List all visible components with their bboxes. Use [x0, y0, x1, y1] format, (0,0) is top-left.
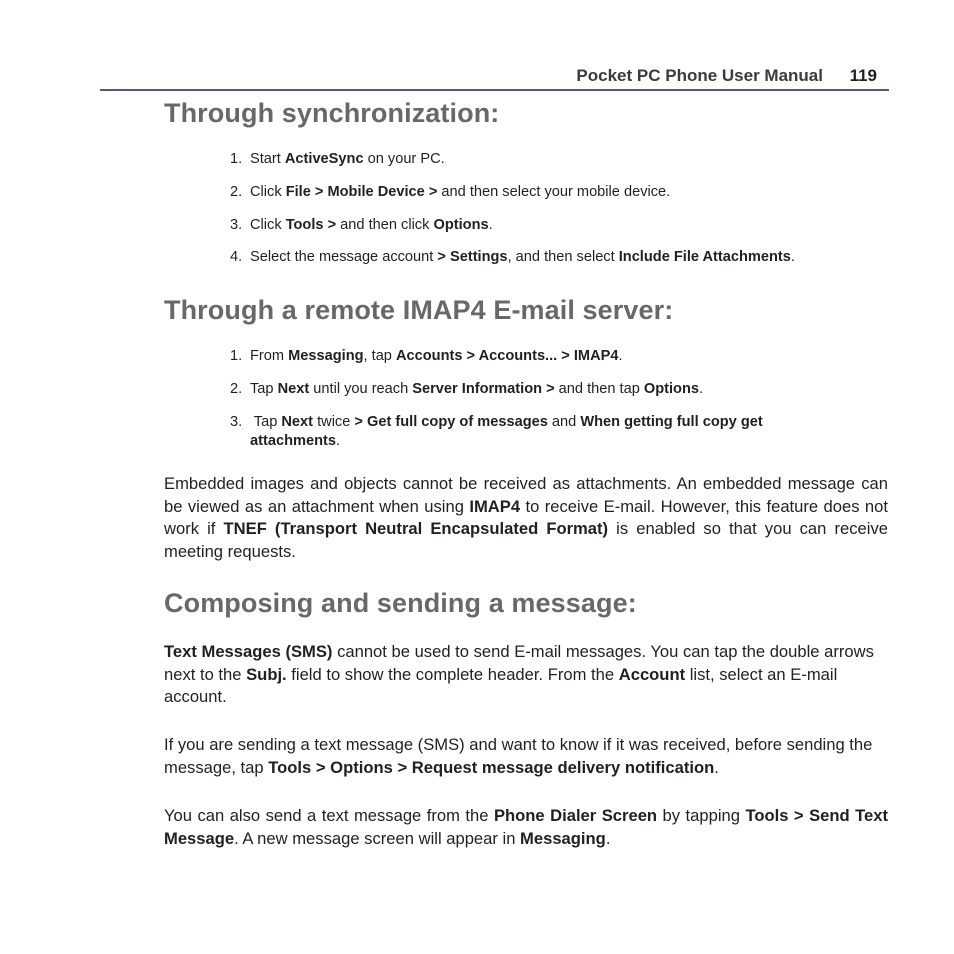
delivery-notification-paragraph: If you are sending a text message (SMS) and want to know if it was received, before sending the message, tap Tools > Options > Request message delivery notification.: [164, 735, 873, 777]
list-item: 1. Start ActiveSync on your PC.: [230, 151, 445, 167]
list-item-continuation: attachments.: [250, 433, 341, 449]
sms-paragraph: Text Messages (SMS) cannot be used to send E-mail messages. You can tap the double arrows next to the Subj. field to show the complete header. From the Account list, select an E-mail account.: [164, 642, 874, 706]
list-item: [230, 413, 888, 451]
section-heading-synchronization: Through synchronization:: [164, 98, 500, 128]
list-item: 1. From Messaging, tap Accounts > Accounts... > IMAP4.: [230, 348, 623, 364]
phone-dialer-paragraph: You can also send a text message from the Phone Dialer Screen by tapping Tools > Send Text Message. A new message screen will appear in Messaging.: [164, 806, 889, 848]
list-item: 2. Tap Next until you reach Server Information > and then tap Options.: [230, 381, 704, 397]
list-item-line: 3. Tap Next twice > Get full copy of messages and When getting full copy get: [230, 414, 763, 430]
list-item: 3. Click Tools > and then click Options.: [230, 217, 493, 233]
section-heading-composing: Composing and sending a message:: [164, 588, 637, 618]
page-number: 119: [849, 66, 877, 85]
list-item: 4. Select the message account > Settings, and then select Include File Attachments.: [230, 249, 795, 265]
embedded-attachments-paragraph: Embedded images and objects cannot be received as attachments. An embedded message can be viewed as an attachment when using IMAP4 to receive E-mail. However, this feature does not work if TNEF (Transport Neutral Encapsulated Format) is enabled so that you can receive meeting requests.: [164, 474, 888, 561]
manual-title: Pocket PC Phone User Manual: [576, 66, 823, 85]
list-item: 2. Click File > Mobile Device > and then select your mobile device.: [230, 184, 671, 200]
section-heading-imap4: Through a remote IMAP4 E-mail server:: [164, 295, 674, 325]
page-header: [100, 64, 889, 91]
